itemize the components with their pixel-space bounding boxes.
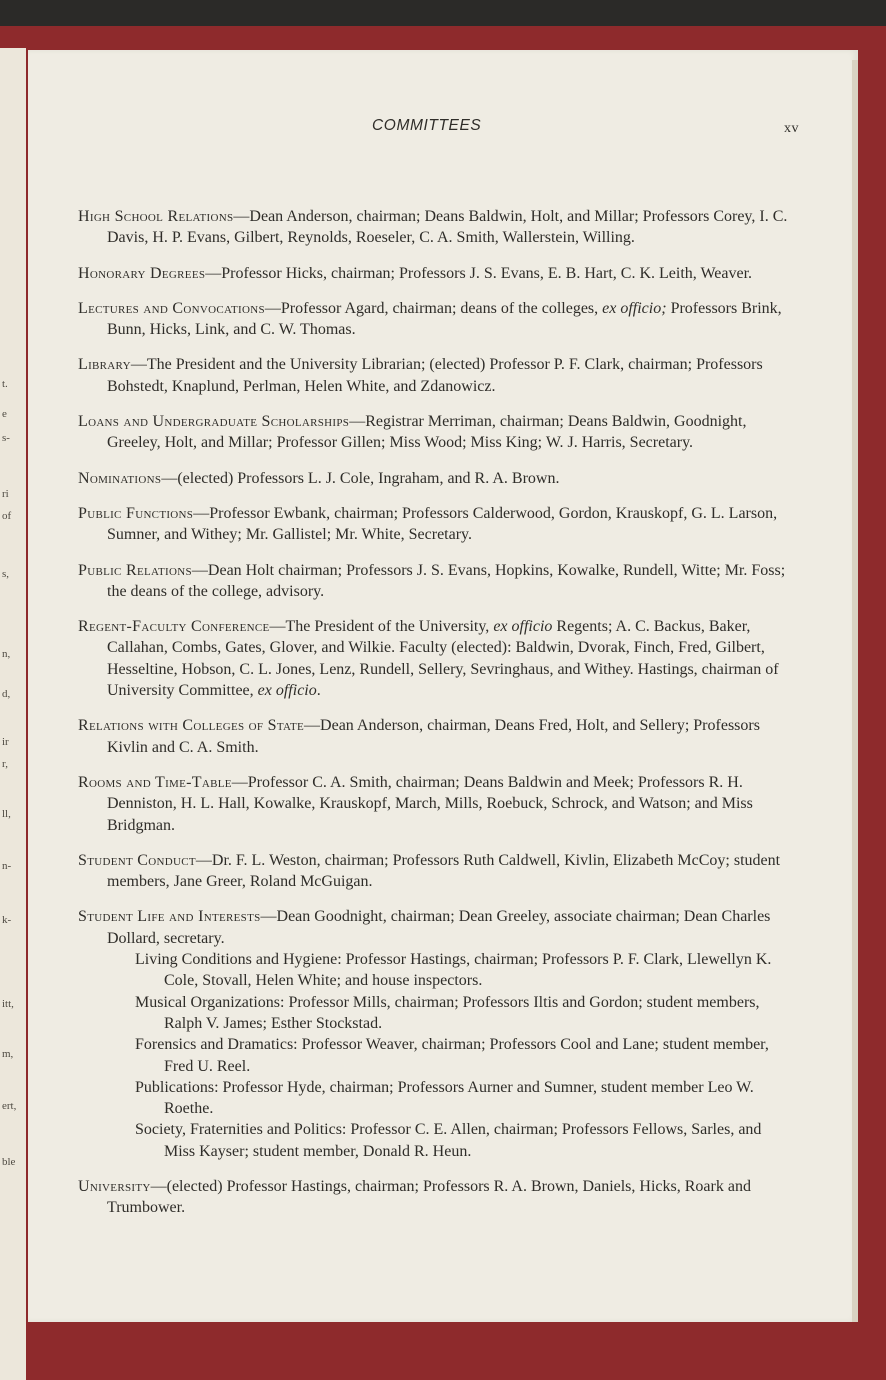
- committee-name: Rooms and Time-Table: [78, 773, 232, 791]
- committee-name: Nominations: [78, 469, 162, 487]
- committee-members: —Dean Anderson, chairman, Deans Fred, Holt, and Sellery; Professors Kivlin and C. A. Smith.: [107, 717, 760, 756]
- committee-entry: [78, 560, 792, 603]
- committee-name: Lectures and Convocations: [78, 299, 265, 317]
- page-header: [0, 117, 886, 141]
- committee-entry: [78, 468, 792, 489]
- committee-name: High School Relations: [78, 208, 234, 225]
- italic-phrase: ex officio: [493, 618, 553, 636]
- subcommittee-entry: Forensics and Dramatics: Professor Weaver, chairman; Professors Cool and Lane; student member, Fred U. Reel.: [135, 1036, 769, 1075]
- committee-members: —The President and the University Librarian; (elected) Professor P. F. Clark, chairman; Professors Bohstedt, Knaplund, Perlman, Helen White, and Zdanowicz.: [107, 356, 763, 395]
- committee-entry: [78, 715, 792, 758]
- committee-members: —Dean Anderson, chairman; Deans Baldwin, Holt, and Millar; Professors Corey, I. C. Davis, H. P. Evans, Gilbert, Reynolds, Roeseler, C. A. Smith, Wallerstein, Willing.: [107, 208, 788, 247]
- committee-entry: [78, 298, 792, 341]
- committee-members: —Professor Agard, chairman; deans of the colleges,: [264, 299, 603, 317]
- committee-members: —Dean Holt chairman; Professors J. S. Evans, Hopkins, Kowalke, Rundell, Witte; Mr. Foss; the deans of the college, advisory.: [107, 561, 786, 600]
- committee-members: —(elected) Professors L. J. Cole, Ingraham, and R. A. Brown.: [161, 469, 560, 487]
- committee-members: —Professor Hicks, chairman; Professors J. S. Evans, E. B. Hart, C. K. Leith, Weaver.: [205, 264, 753, 282]
- italic-phrase: ex officio;: [602, 299, 667, 317]
- committee-members: —Professor C. A. Smith, chairman; Deans Baldwin and Meek; Professors R. H. Denniston, H. L. Hall, Kowalke, Krauskopf, March, Mills, Roebuck, Schrock, and Watson; and Miss Bridgman.: [107, 773, 753, 834]
- subcommittee-entry: Society, Fraternities and Politics: Professor C. E. Allen, chairman; Professors Fellows, Sarles, and Miss Kayser; student member, Donald R. Heun.: [135, 1121, 762, 1160]
- committee-members: —The President of the University,: [269, 618, 494, 636]
- subcommittee-entry: Musical Organizations: Professor Mills, chairman; Professors Iltis and Gordon; student members, Ralph V. James; Esther Stockstad.: [135, 993, 760, 1032]
- committee-members-cont: Professors Brink, Bunn, Hicks, Link, and C. W. Thomas.: [107, 299, 782, 339]
- subcommittee-entry: Living Conditions and Hygiene: Professor Hastings, chairman; Professors P. F. Clark, Llewellyn K. Cole, Stovall, Helen White; and house inspectors.: [135, 951, 772, 990]
- committee-members-cont: Regents; A. C. Backus, Baker, Callahan, Combs, Gates, Glover, and Wilkie. Faculty (elected): Baldwin, Dvorak, Finch, Fred, Gilbert, Hesseltine, Hobson, C. L. Jones, Lenz, Rundell, Sellery, Sevringhaus, and Withey. Hastings, chairman of University Committee,: [107, 618, 779, 700]
- committee-entry: [78, 850, 792, 893]
- running-title: COMMITTEES: [372, 117, 482, 134]
- committee-members: —Dean Goodnight, chairman; Dean Greeley, associate chairman; Dean Charles Dollard, secretary.: [107, 908, 771, 947]
- committee-name: Relations with Colleges of State: [78, 717, 305, 735]
- page-edge: [852, 60, 858, 1322]
- committee-entry: [78, 906, 792, 1162]
- committee-entry: [78, 1176, 792, 1219]
- committee-entry: [78, 411, 792, 454]
- committee-members-cont: .: [316, 682, 321, 700]
- subcommittee-entry: Publications: Professor Hyde, chairman; Professors Aurner and Sumner, student member Leo W. Roethe.: [135, 1078, 754, 1118]
- committee-name: Honorary Degrees: [78, 264, 206, 282]
- committee-entry: [78, 616, 792, 701]
- committee-members: —(elected) Professor Hastings, chairman; Professors R. A. Brown, Daniels, Hicks, Roark and Trumbower.: [107, 1177, 751, 1217]
- committee-entry: [78, 354, 792, 397]
- page-number: xv: [784, 121, 799, 136]
- committee-members: —Registrar Merriman, chairman; Deans Baldwin, Goodnight, Greeley, Holt, and Millar; Professor Gillen; Miss Wood; Miss King; W. J. Harris, Secretary.: [107, 413, 747, 452]
- committee-entry: [78, 772, 792, 836]
- committee-entry: [78, 503, 792, 546]
- committee-name: Public Relations: [78, 561, 192, 579]
- committee-name: Library: [78, 356, 131, 374]
- committee-name: Student Life and Interests: [78, 908, 261, 926]
- committee-name: Regent-Faculty Conference: [78, 618, 270, 636]
- committee-entry: [78, 206, 792, 249]
- previous-page-edge: t. e s- ri of s, n, d, ir r, ll, n- k- itt, m, ert, ble: [0, 48, 26, 1380]
- committee-name: University: [78, 1177, 151, 1195]
- committee-name: Student Conduct: [78, 851, 196, 869]
- committee-entry: [78, 263, 792, 284]
- italic-phrase: ex officio: [257, 682, 317, 700]
- committee-name: Loans and Undergraduate Scholarships: [78, 413, 350, 431]
- committee-name: Public Functions: [78, 504, 194, 522]
- committee-members: —Dr. F. L. Weston, chairman; Professors Ruth Caldwell, Kivlin, Elizabeth McCoy; student members, Jane Greer, Roland McGuigan.: [107, 851, 781, 891]
- committee-list: [78, 206, 792, 1233]
- committee-members: —Professor Ewbank, chairman; Professors Calderwood, Gordon, Krauskopf, G. L. Larson, Sumner, and Withey; Mr. Gallistel; Mr. White, Secretary.: [107, 504, 778, 544]
